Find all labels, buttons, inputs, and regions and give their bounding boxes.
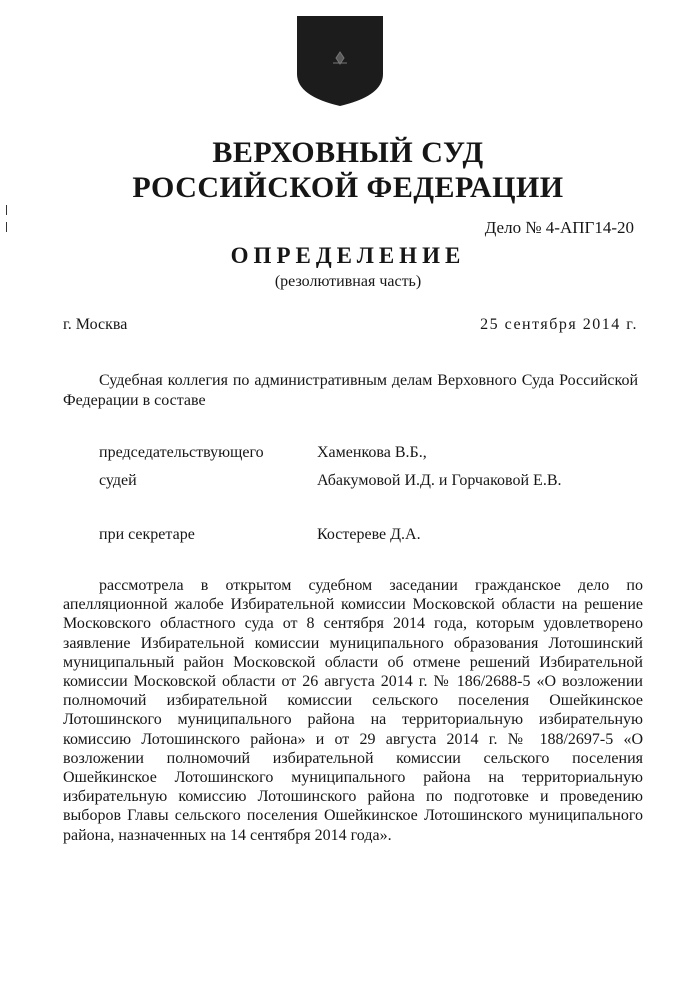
intro-paragraph: Судебная коллегия по административным делам Верховного Суда Российской Федерации в составе [63, 372, 638, 409]
coat-of-arms-icon [293, 14, 387, 108]
scan-mark [6, 222, 7, 232]
role-label-secretary: при секретаре [99, 526, 195, 543]
court-name-line2: РОССИЙСКОЙ ФЕДЕРАЦИИ [132, 171, 564, 204]
role-label-judges: судей [99, 472, 137, 489]
role-value-secretary: Костереве Д.А. [317, 526, 421, 543]
document-date: 25 сентября 2014 г. [480, 316, 638, 333]
scan-mark [6, 205, 7, 215]
case-number: Дело № 4-АПГ14-20 [484, 218, 634, 237]
document-title: ОПРЕДЕЛЕНИЕ [230, 243, 466, 268]
body-paragraph: рассмотрела в открытом судебном заседании гражданское дело по апелляционной жалобе Избирательной комиссии Московской области на решение Московского областного суда от 8 сентября 2014 года, которым удовлетворено заявление Избирательной комиссии муниципального образования Лотошинский муниципальный район Московской области об отмене решений Избирательной комиссии Московской области от 26 августа 2014 г. № 186/2688-5 «О возложении полномочий избирательной комиссии сельского поселения Ошейкинское Лотошинского муниципального района на территориальную избирательную комиссию Лотошинского района» и от 29 августа 2014 г. № 188/2697-5 «О возложении полномочий избирательной комиссии сельского поселения Ошейкинское Лотошинского муниципального района на территориальную избирательную комиссию Лотошинского района по подготовке и проведению выборов Главы сельского поселения Ошейкинское Лотошинского муниципального района, назначенных на 14 сентября 2014 года». [63, 577, 643, 844]
role-value-judges: Абакумовой И.Д. и Горчаковой Е.В. [317, 472, 562, 489]
role-value-presiding: Хаменкова В.Б., [317, 444, 427, 461]
city: г. Москва [63, 316, 128, 333]
role-label-presiding: председательствующего [99, 444, 264, 461]
court-name-line1: ВЕРХОВНЫЙ СУД [212, 136, 484, 169]
document-subtitle: (резолютивная часть) [274, 273, 422, 290]
